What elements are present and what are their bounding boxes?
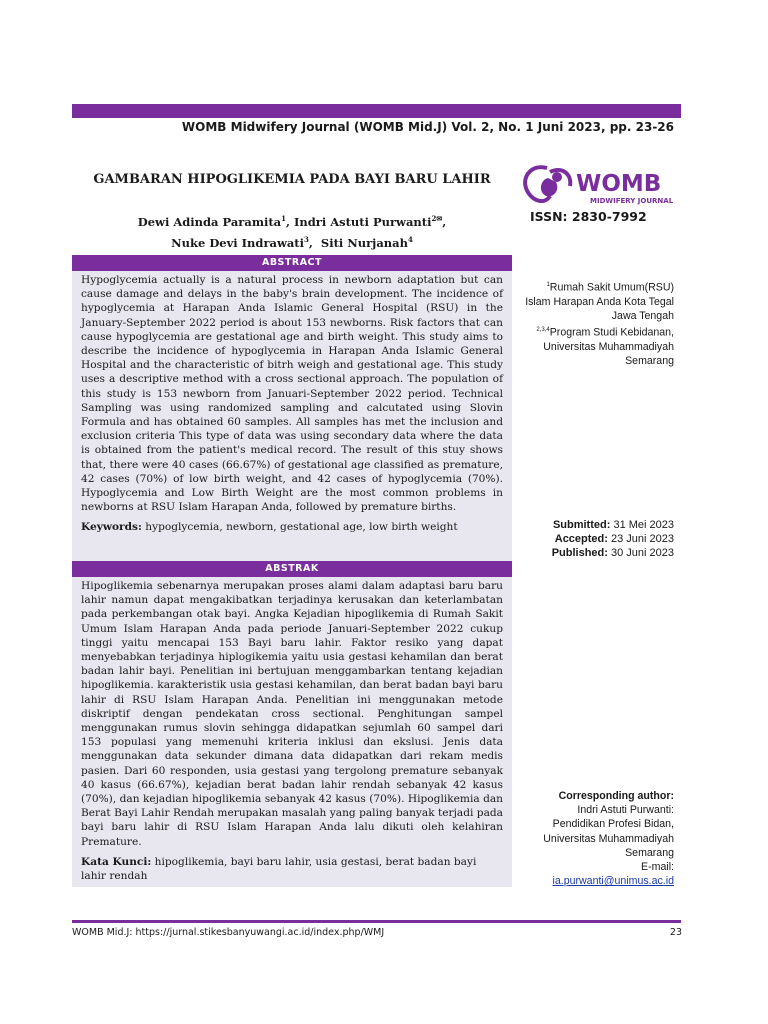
footer-journal-url: WOMB Mid.J: https://jurnal.stikesbanyuwangi.ac.id/index.php/WMJ [72, 927, 385, 938]
keywords [72, 514, 512, 534]
footer-rule [72, 920, 681, 923]
abstract-heading: ABSTRACT [72, 255, 512, 271]
email-link[interactable]: ia.purwanti@unimus.ac.id [552, 875, 674, 888]
submitted-date [520, 518, 674, 532]
published-label: Published: [551, 547, 608, 559]
submitted-value: 31 Mei 2023 [610, 519, 674, 531]
header-bar [72, 104, 681, 118]
author-name: Dewi Adinda Paramita [137, 214, 282, 229]
author-affil-mark: 2✉ [431, 214, 443, 223]
author-affil-mark: 3 [304, 234, 309, 244]
kata-kunci [72, 849, 512, 883]
corresponding-dept: Pendidikan Profesi Bidan, Universitas Muhammadiyah Semarang [543, 818, 674, 859]
email-label: E-mail: [641, 861, 674, 874]
keywords-label: Keywords: [81, 521, 142, 534]
abstrak-box [72, 561, 512, 887]
author-list: Dewi Adinda Paramita$^1$, Indri Astuti Purwanti$^{2✉}$, Nuke Devi Indrawati$^3$, Siti Nurjanah$^4$ [137, 214, 447, 250]
kata-kunci-text: hipoglikemia, bayi baru lahir, usia gestasi, berat badan bayi lahir rendah [81, 855, 477, 882]
affil-mark: 1 [546, 282, 550, 288]
corresponding-author [520, 789, 674, 888]
accepted-label: Accepted: [554, 533, 608, 545]
author-name: Indri Astuti Purwanti [294, 214, 432, 229]
published-value: 30 Juni 2023 [607, 547, 674, 559]
keywords-text: hypoglycemia, newborn, gestational age, low birth weight [141, 521, 458, 534]
affiliation-1: Rumah Sakit Umum(RSU) Islam Harapan Anda Kota Tegal Jawa Tengah [525, 281, 674, 322]
journal-citation: WOMB Midwifery Journal (WOMB Mid.J) Vol. 2, No. 1 Juni 2023, pp. 23-26 [181, 120, 674, 134]
accepted-value: 23 Juni 2023 [607, 533, 674, 545]
logo-name: WOMB [576, 171, 662, 197]
corresponding-label: Corresponding author: [558, 790, 674, 802]
issn: ISSN: 2830-7992 [530, 209, 647, 224]
accepted-date [520, 532, 674, 546]
abstrak-heading: ABSTRAK [72, 561, 512, 577]
affil-mark: 2,3,4 [536, 327, 550, 334]
author-affil-mark: 1 [281, 214, 286, 223]
article-dates [520, 518, 674, 560]
published-date [520, 546, 674, 560]
affiliations [520, 278, 674, 368]
logo-subtitle: MIDWIFERY JOURNAL [590, 197, 674, 205]
author-name: Nuke Devi Indrawati [171, 235, 304, 250]
corresponding-name: Indri Astuti Purwanti: [577, 804, 674, 817]
womb-logo [520, 160, 676, 210]
author-name: Siti Nurjanah [320, 235, 408, 250]
submitted-label: Submitted: [552, 519, 611, 531]
affiliation-2: Program Studi Kebidanan, Universitas Muhammadiyah Semarang [543, 326, 674, 368]
abstract-box [72, 255, 512, 561]
abstrak-text: Hipoglikemia sebenarnya merupakan proses alami dalam adaptasi baru baru lahir namun dapat mengakibatkan terjadinya kerusakan dan keterlambatan pada perkembangan otak bayi. Angka Kejadian hipoglikemia di Rumah Sakit Umum Islam Harapan Anda pada periode Januari-September 2022 cukup tinggi yaitu mencapai 153 Bayi baru lahir. Faktor resiko yang dapat menyebabkan terjadinya hiplogikemia yaitu usia gestasi kehamilan dan berat badan lahir bayi. Penelitian ini bertujuan menggambarkan tentang kejadian hipoglikemia. karakteristik usia gestasi kehamilan, dan berat badan bayi baru lahir di RSU Islam Harapan Anda. Penelitian ini menggunakan metode diskriptif dengan pendekatan cross sectional. Penghitungan sampel menggunakan rumus slovin sehingga didapatkan sejumlah 60 sampel dari 153 populasi yang memenuhi kriteria inklusi dan ekslusi. Jenis data menggunakan data sekunder dimana data didapatkan dari rekam medis pasien. Dari 60 responden, usia gestasi yang tergolong premature sebanyak 40 kasus (66.67%), kejadian berat badan lahir rendah sebanyak 42 kasus (70%), dan kejadian hipoglikemia sebanyak 42 kasus (70%). Hipoglikemia dan Berat Bayi Lahir Rendah merupakan masalah yang paling banyak terjadi pada bayi baru lahir di RSU Islam Harapan Anda lalu dikuti oleh kelahiran Premature. [81, 580, 503, 848]
kata-kunci-label: Kata Kunci: [81, 855, 152, 868]
author-affil-mark: 4 [407, 234, 413, 244]
abstract-text: Hypoglycemia actually is a natural process in newborn adaptation but can cause damage and delays in the baby's brain development. The incidence of hypoglycemia at Harapan Anda Islamic General Hospital (RSU) in the January-September 2022 period is about 153 newborns. Risk factors that can cause hypoglycemia are gestational age and birth weight. This study aims to describe the incidence of hypoglycemia in Harapan Anda Islamic General Hospital and the characteristic of bitrh weigh and gestational age. This study uses a descriptive method with a cross sectional approach. The population of this study is 153 newborn from Januari-September 2022 period. Technical Sampling was using randomized sampling and calcutated using Slovin Formula and has obtained 60 samples. All samples has met the inclusion and exclusion criteria This type of data was using secondary data where the data is obtained from the patient's medical record. The result of this stuy shows that, there were 40 cases (66.67%) of gestational age classified as premature, 42 cases (70%) of low birth weight, and 42 cases of hypoglycemia (70%). Hypoglycemia and Low Birth Weight are the most common problems in newborns at RSU Islam Harapan Anda, followed by premature births. [81, 274, 503, 514]
page-number: 23 [669, 927, 682, 938]
article-title: GAMBARAN HIPOGLIKEMIA PADA BAYI BARU LAHIR [93, 172, 491, 187]
